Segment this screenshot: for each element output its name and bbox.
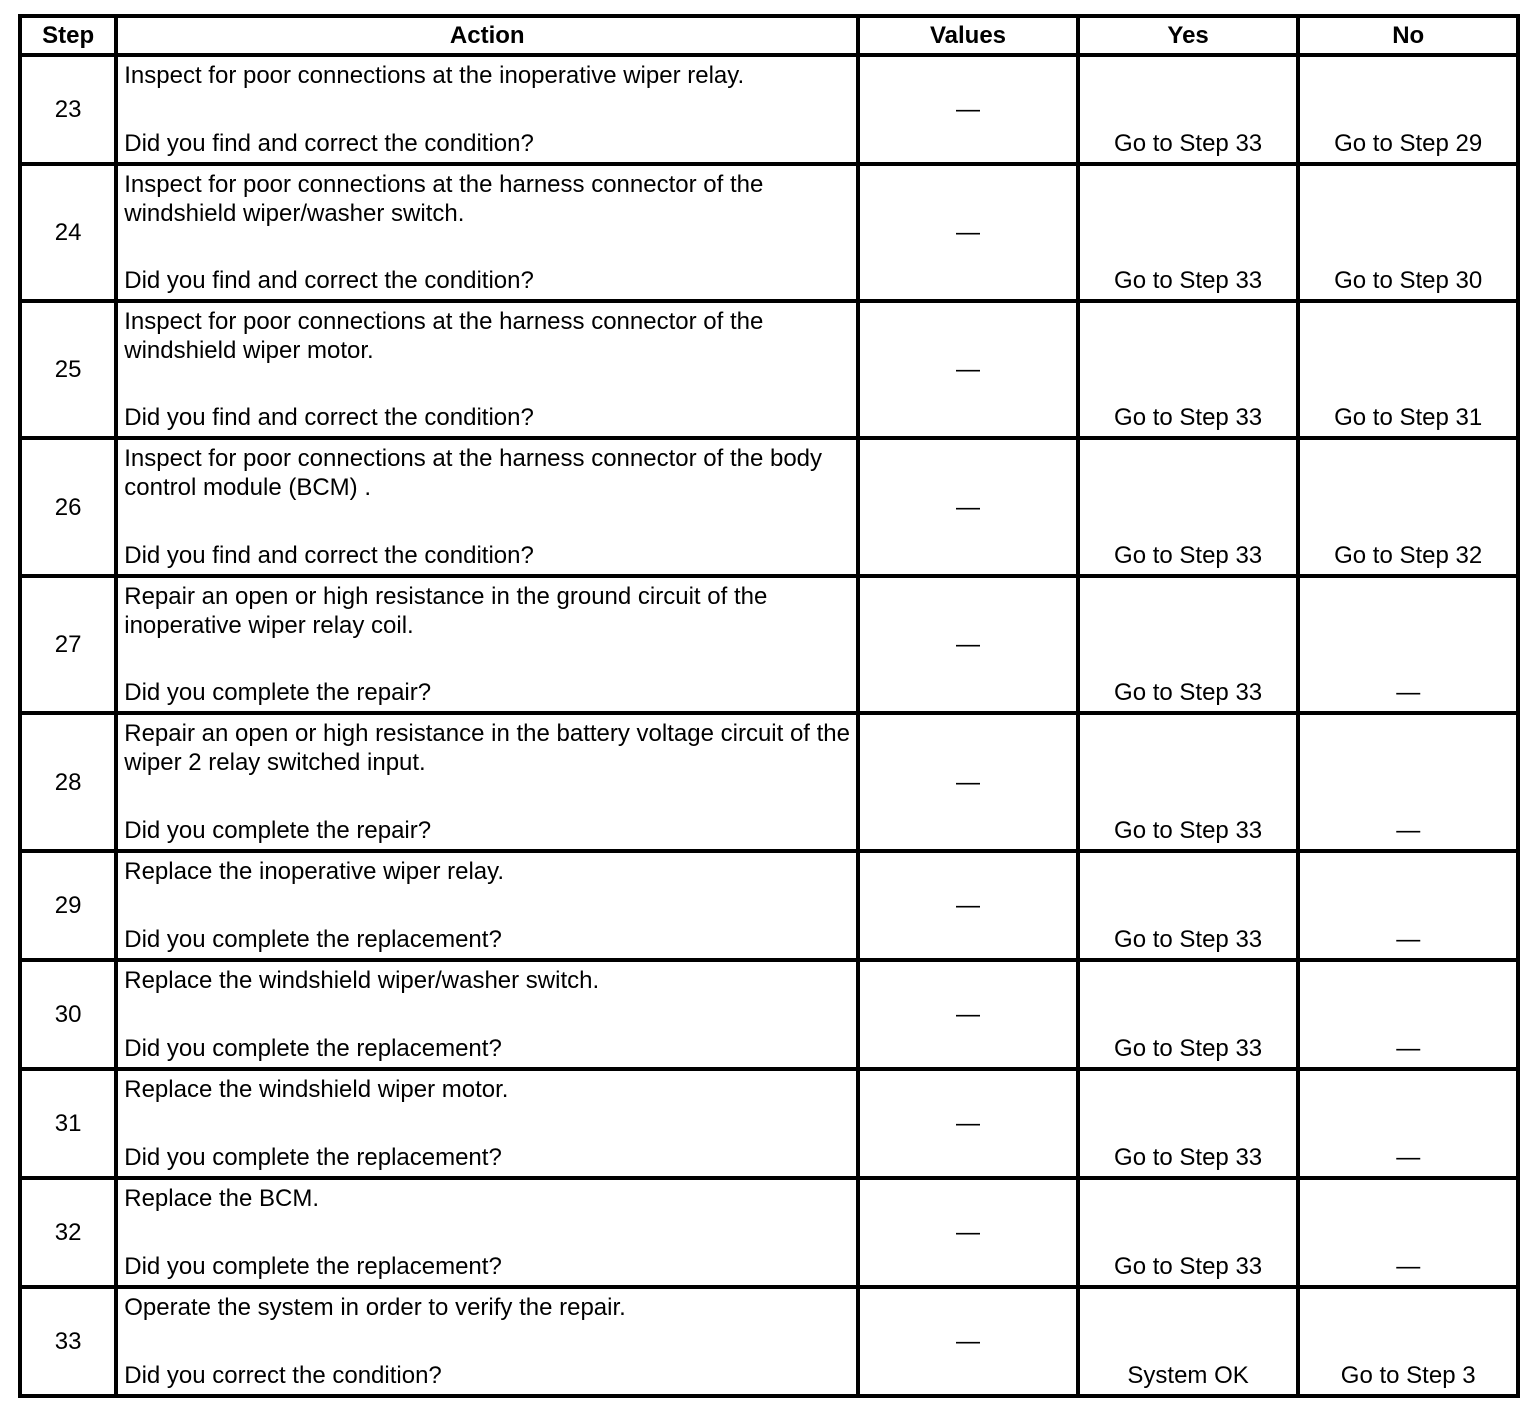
- yes-result: Go to Step 33: [1078, 1178, 1299, 1287]
- table-row: [20, 576, 1518, 713]
- values-cell: —: [858, 576, 1078, 713]
- table-row: [20, 1287, 1518, 1396]
- no-result: —: [1298, 1178, 1518, 1287]
- diagnostic-table: [18, 14, 1520, 1398]
- values-cell: —: [858, 713, 1078, 851]
- no-result: —: [1298, 851, 1518, 960]
- action-cell: [116, 851, 858, 960]
- action-content: [124, 170, 852, 295]
- action-cell: [116, 301, 858, 438]
- action-question: Did you find and correct the condition?: [124, 404, 534, 431]
- action-cell: [116, 164, 858, 301]
- action-content: [124, 719, 852, 845]
- action-cell: [116, 713, 858, 851]
- no-result: Go to Step 29: [1298, 55, 1518, 164]
- no-result: Go to Step 3: [1298, 1287, 1518, 1396]
- action-cell: [116, 55, 858, 164]
- no-result: Go to Step 30: [1298, 164, 1518, 301]
- values-cell: —: [858, 301, 1078, 438]
- values-cell: —: [858, 851, 1078, 960]
- action-cell: [116, 1069, 858, 1178]
- action-question: Did you find and correct the condition?: [124, 542, 534, 569]
- header-action: Action: [116, 16, 858, 55]
- no-result: —: [1298, 713, 1518, 851]
- values-cell: —: [858, 438, 1078, 576]
- table-header: [20, 16, 1518, 55]
- table-row: [20, 164, 1518, 301]
- yes-result: Go to Step 33: [1078, 851, 1299, 960]
- action-cell: [116, 1178, 858, 1287]
- values-cell: —: [858, 164, 1078, 301]
- yes-result: Go to Step 33: [1078, 55, 1299, 164]
- action-content: [124, 857, 852, 954]
- header-values: Values: [858, 16, 1078, 55]
- action-instruction: Inspect for poor connections at the harness connector of the windshield wiper/washer switch.: [124, 171, 764, 227]
- action-instruction: Replace the windshield wiper/washer switch.: [124, 967, 600, 994]
- action-content: [124, 1075, 852, 1172]
- step-number: 27: [20, 576, 116, 713]
- table-row: [20, 1069, 1518, 1178]
- action-content: [124, 1184, 852, 1281]
- header-step: Step: [20, 16, 116, 55]
- action-cell: [116, 438, 858, 576]
- step-number: 25: [20, 301, 116, 438]
- header-no: No: [1298, 16, 1518, 55]
- values-cell: —: [858, 1069, 1078, 1178]
- action-content: [124, 966, 852, 1063]
- table-row: [20, 960, 1518, 1069]
- values-cell: —: [858, 1287, 1078, 1396]
- table-body: [20, 55, 1518, 1396]
- action-content: [124, 582, 852, 707]
- table-row: [20, 713, 1518, 851]
- action-question: Did you complete the replacement?: [124, 1144, 502, 1171]
- action-instruction: Inspect for poor connections at the inoperative wiper relay.: [124, 62, 745, 89]
- action-content: [124, 61, 852, 158]
- action-question: Did you complete the repair?: [124, 679, 432, 706]
- action-question: Did you complete the replacement?: [124, 1035, 502, 1062]
- values-cell: —: [858, 960, 1078, 1069]
- action-cell: [116, 960, 858, 1069]
- step-number: 24: [20, 164, 116, 301]
- no-result: Go to Step 31: [1298, 301, 1518, 438]
- values-cell: —: [858, 1178, 1078, 1287]
- action-cell: [116, 1287, 858, 1396]
- yes-result: Go to Step 33: [1078, 164, 1299, 301]
- action-content: [124, 1293, 852, 1390]
- action-question: Did you correct the condition?: [124, 1362, 442, 1389]
- action-instruction: Inspect for poor connections at the harness connector of the windshield wiper motor.: [124, 308, 764, 364]
- table-row: [20, 851, 1518, 960]
- action-instruction: Replace the inoperative wiper relay.: [124, 858, 505, 885]
- yes-result: Go to Step 33: [1078, 960, 1299, 1069]
- step-number: 29: [20, 851, 116, 960]
- action-question: Did you complete the repair?: [124, 817, 432, 844]
- action-question: Did you complete the replacement?: [124, 926, 502, 953]
- action-content: [124, 307, 852, 432]
- step-number: 32: [20, 1178, 116, 1287]
- no-result: —: [1298, 960, 1518, 1069]
- yes-result: Go to Step 33: [1078, 576, 1299, 713]
- table-row: [20, 301, 1518, 438]
- action-cell: [116, 576, 858, 713]
- header-yes: Yes: [1078, 16, 1299, 55]
- yes-result: Go to Step 33: [1078, 438, 1299, 576]
- no-result: —: [1298, 576, 1518, 713]
- step-number: 28: [20, 713, 116, 851]
- action-instruction: Replace the windshield wiper motor.: [124, 1076, 509, 1103]
- action-instruction: Replace the BCM.: [124, 1185, 320, 1212]
- values-cell: —: [858, 55, 1078, 164]
- table-row: [20, 1178, 1518, 1287]
- action-question: Did you complete the replacement?: [124, 1253, 502, 1280]
- step-number: 23: [20, 55, 116, 164]
- step-number: 26: [20, 438, 116, 576]
- no-result: Go to Step 32: [1298, 438, 1518, 576]
- action-instruction: Repair an open or high resistance in the battery voltage circuit of the wiper 2 relay switched input.: [124, 720, 851, 776]
- yes-result: Go to Step 33: [1078, 301, 1299, 438]
- yes-result: Go to Step 33: [1078, 1069, 1299, 1178]
- action-instruction: Operate the system in order to verify the repair.: [124, 1294, 626, 1321]
- action-question: Did you find and correct the condition?: [124, 130, 534, 157]
- action-instruction: Inspect for poor connections at the harness connector of the body control module (BCM) .: [124, 445, 823, 501]
- table-row: [20, 55, 1518, 164]
- step-number: 30: [20, 960, 116, 1069]
- step-number: 31: [20, 1069, 116, 1178]
- header-row: [20, 16, 1518, 55]
- action-instruction: Repair an open or high resistance in the ground circuit of the inoperative wiper relay coil.: [124, 583, 768, 639]
- no-result: —: [1298, 1069, 1518, 1178]
- yes-result: System OK: [1078, 1287, 1299, 1396]
- step-number: 33: [20, 1287, 116, 1396]
- action-question: Did you find and correct the condition?: [124, 267, 534, 294]
- action-content: [124, 444, 852, 570]
- yes-result: Go to Step 33: [1078, 713, 1299, 851]
- table-row: [20, 438, 1518, 576]
